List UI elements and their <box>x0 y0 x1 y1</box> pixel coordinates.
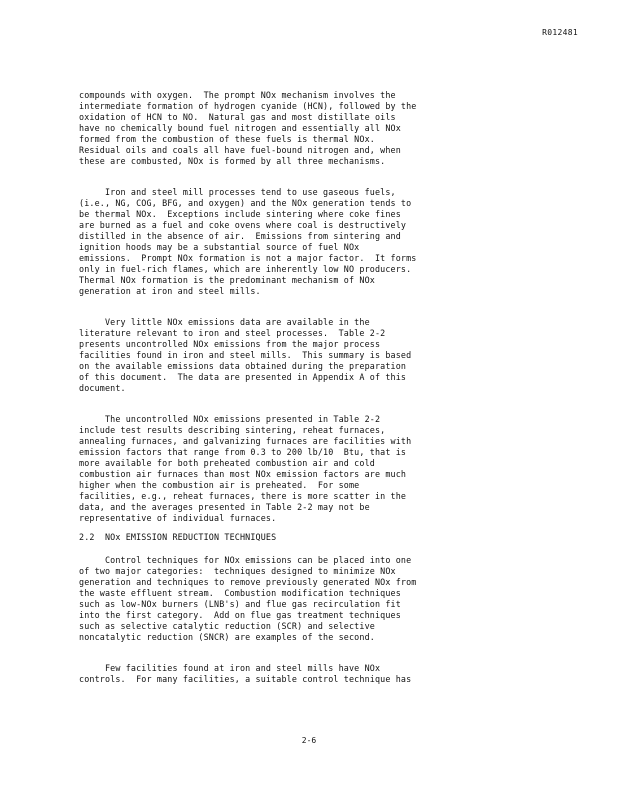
text-line: distilled in the absence of air. Emissions from sintering and <box>79 231 401 241</box>
text-line: noncatalytic reduction (SNCR) are examples of the second. <box>79 632 375 642</box>
text-line: of this document. The data are presented in Appendix A of this <box>79 372 407 382</box>
text-line: Residual oils and coals all have fuel-bound nitrogen and, when <box>79 145 401 155</box>
text-line: Few facilities found at iron and steel mills have NOx <box>79 663 381 673</box>
text-line: facilities found in iron and steel mills. This summary is based <box>79 350 412 360</box>
text-line: such as low-NOx burners (LNB's) and flue gas recirculation fit <box>79 599 401 609</box>
text-line: such as selective catalytic reduction (SCR) and selective <box>79 621 375 631</box>
text-line: representative of individual furnaces. <box>79 513 277 523</box>
text-line: the waste effluent stream. Combustion modification techniques <box>79 588 401 598</box>
text-line: literature relevant to iron and steel processes. Table 2-2 <box>79 328 386 338</box>
text-line: include test results describing sintering, reheat furnaces, <box>79 425 386 435</box>
text-line: Iron and steel mill processes tend to use gaseous fuels, <box>79 187 396 197</box>
text-line: Control techniques for NOx emissions can be placed into one <box>79 555 412 565</box>
text-line: document. <box>79 383 126 393</box>
text-line: emission factors that range from 0.3 to 200 lb/10 Btu, that is <box>79 447 407 457</box>
text-line: are burned as a fuel and coke ovens where coal is destructively <box>79 220 407 230</box>
text-line: facilities, e.g., reheat furnaces, there is more scatter in the <box>79 491 407 501</box>
text-line: The uncontrolled NOx emissions presented in Table 2-2 <box>79 414 381 424</box>
text-line: Thermal NOx formation is the predominant mechanism of NOx <box>79 275 375 285</box>
text-line: generation at iron and steel mills. <box>79 286 261 296</box>
text-line: emissions. Prompt NOx formation is not a major factor. It forms <box>79 253 417 263</box>
text-line: more available for both preheated combustion air and cold <box>79 458 375 468</box>
text-line: annealing furnaces, and galvanizing furnaces are facilities with <box>79 436 412 446</box>
text-line: on the available emissions data obtained during the preparation <box>79 361 407 371</box>
text-line: combustion air furnaces than most NOx emission factors are much <box>79 469 407 479</box>
text-line: controls. For many facilities, a suitable control technique has <box>79 674 412 684</box>
text-line: data, and the averages presented in Table 2-2 may not be <box>79 502 370 512</box>
text-line: only in fuel-rich flames, which are inherently low NO producers. <box>79 264 412 274</box>
text-line: have no chemically bound fuel nitrogen and essentially all NOx <box>79 123 401 133</box>
section-heading: 2.2 NOx EMISSION REDUCTION TECHNIQUES <box>79 532 277 542</box>
text-line: higher when the combustion air is preheated. For some <box>79 480 360 490</box>
text-line: formed from the combustion of these fuels is thermal NOx. <box>79 134 375 144</box>
text-line: Very little NOx emissions data are available in the <box>79 317 370 327</box>
page-number: 2-6 <box>301 736 317 745</box>
text-line: be thermal NOx. Exceptions include sintering where coke fines <box>79 209 401 219</box>
text-line: presents uncontrolled NOx emissions from the major process <box>79 339 381 349</box>
text-line: intermediate formation of hydrogen cyanide (HCN), followed by the <box>79 101 417 111</box>
text-line: compounds with oxygen. The prompt NOx mechanism involves the <box>79 90 396 100</box>
text-line: (i.e., NG, COG, BFG, and oxygen) and the NOx generation tends to <box>79 198 412 208</box>
text-line: generation and techniques to remove previously generated NOx from <box>79 577 417 587</box>
text-line: these are combusted, NOx is formed by all three mechanisms. <box>79 156 386 166</box>
document-id: R012481 <box>542 28 578 37</box>
text-line: oxidation of HCN to NO. Natural gas and most distillate oils <box>79 112 396 122</box>
text-line: of two major categories: techniques designed to minimize NOx <box>79 566 396 576</box>
text-line: into the first category. Add on flue gas treatment techniques <box>79 610 401 620</box>
text-line: ignition hoods may be a substantial source of fuel NOx <box>79 242 360 252</box>
